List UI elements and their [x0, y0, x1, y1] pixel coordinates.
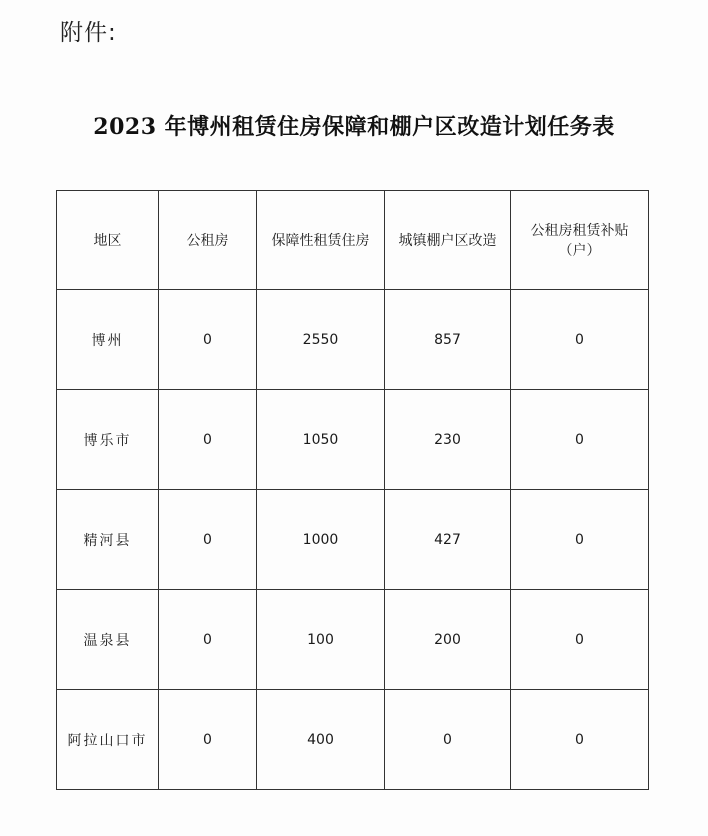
attachment-label: 附件:	[60, 20, 117, 46]
subsidy-cell: 0	[511, 690, 649, 790]
shantytown-cell: 200	[385, 590, 511, 690]
region-cell: 阿拉山口市	[57, 690, 159, 790]
region-cell: 精河县	[57, 490, 159, 590]
table-row	[57, 390, 649, 490]
column-header-rental-subsidy: 公租房租赁补贴（户）	[511, 191, 649, 290]
table-header-row	[57, 191, 649, 290]
public-rental-cell: 0	[159, 690, 257, 790]
shantytown-cell: 857	[385, 290, 511, 390]
subsidy-cell: 0	[511, 590, 649, 690]
document-title: 2023 年博州租赁住房保障和棚户区改造计划任务表	[93, 114, 615, 140]
affordable-rental-cell: 100	[257, 590, 385, 690]
public-rental-cell: 0	[159, 490, 257, 590]
plan-task-table	[56, 190, 649, 790]
table-row	[57, 490, 649, 590]
public-rental-cell: 0	[159, 390, 257, 490]
affordable-rental-cell: 1000	[257, 490, 385, 590]
shantytown-cell: 0	[385, 690, 511, 790]
subsidy-cell: 0	[511, 490, 649, 590]
subsidy-cell: 0	[511, 290, 649, 390]
affordable-rental-cell: 400	[257, 690, 385, 790]
affordable-rental-cell: 2550	[257, 290, 385, 390]
column-header-affordable-rental: 保障性租赁住房	[257, 191, 385, 290]
region-cell: 温泉县	[57, 590, 159, 690]
shantytown-cell: 427	[385, 490, 511, 590]
column-header-public-rental: 公租房	[159, 191, 257, 290]
public-rental-cell: 0	[159, 290, 257, 390]
table-row	[57, 590, 649, 690]
column-header-region: 地区	[57, 191, 159, 290]
public-rental-cell: 0	[159, 590, 257, 690]
region-cell: 博乐市	[57, 390, 159, 490]
subsidy-cell: 0	[511, 390, 649, 490]
table-row	[57, 290, 649, 390]
table-row	[57, 690, 649, 790]
shantytown-cell: 230	[385, 390, 511, 490]
affordable-rental-cell: 1050	[257, 390, 385, 490]
region-cell: 博州	[57, 290, 159, 390]
column-header-shantytown-renovation: 城镇棚户区改造	[385, 191, 511, 290]
